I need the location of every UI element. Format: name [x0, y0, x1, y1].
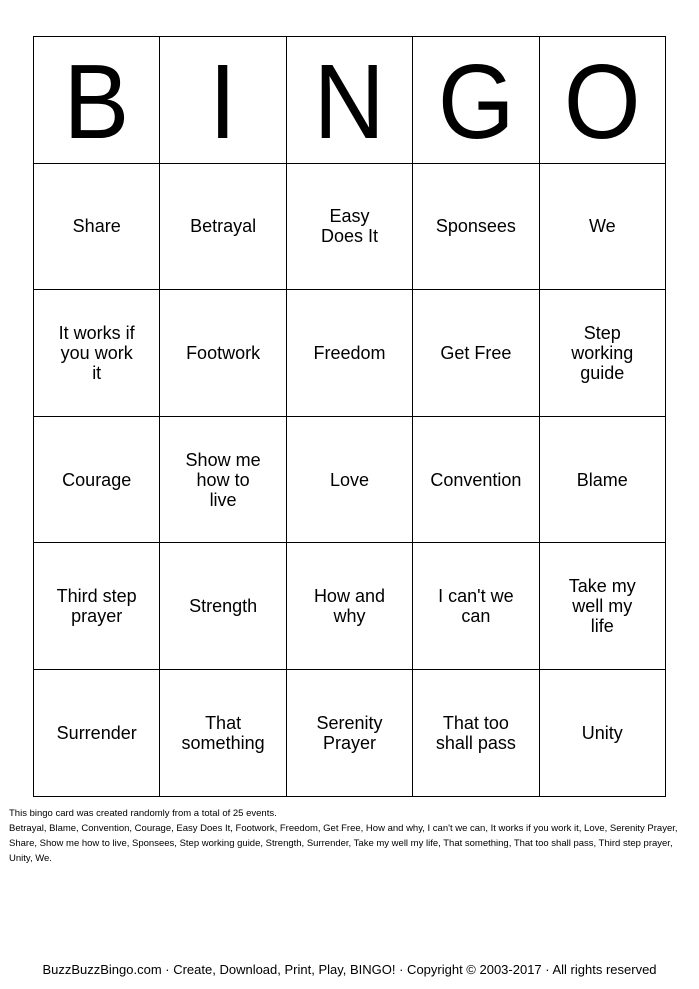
bingo-square: How and why: [286, 543, 412, 670]
bingo-square: Step working guide: [539, 290, 665, 417]
bingo-square: Blame: [539, 416, 665, 543]
header-letter-o: O: [539, 37, 665, 164]
bingo-square: Get Free: [413, 290, 539, 417]
header-letter-i: I: [160, 37, 286, 164]
bingo-square: Easy Does It: [286, 163, 412, 290]
bingo-square: Courage: [34, 416, 160, 543]
site-footer: BuzzBuzzBingo.com · Create, Download, Print, Play, BINGO! · Copyright © 2003-2017 · All rights reserved: [42, 962, 657, 977]
bingo-card: [33, 36, 666, 797]
bingo-square: Share: [34, 163, 160, 290]
header-letter-b: B: [34, 37, 160, 164]
grid-row-4: [34, 543, 666, 670]
bingo-square: Show me how to live: [160, 416, 286, 543]
bingo-square: It works if you work it: [34, 290, 160, 417]
bingo-square: Freedom: [286, 290, 412, 417]
header-letter-g: G: [413, 37, 539, 164]
bingo-square: Betrayal: [160, 163, 286, 290]
bingo-square: Strength: [160, 543, 286, 670]
grid-row-1: [34, 163, 666, 290]
bingo-square: Footwork: [160, 290, 286, 417]
bingo-square: Sponsees: [413, 163, 539, 290]
card-note-intro: This bingo card was created randomly from a total of 25 events.: [9, 808, 277, 819]
card-note: [9, 806, 689, 866]
bingo-square: I can't we can: [413, 543, 539, 670]
bingo-square: Third step prayer: [34, 543, 160, 670]
grid-row-2: [34, 290, 666, 417]
bingo-square: Surrender: [34, 669, 160, 796]
bingo-square: Serenity Prayer: [286, 669, 412, 796]
grid-row-3: [34, 416, 666, 543]
header-row: [34, 37, 666, 164]
bingo-square: Love: [286, 416, 412, 543]
card-note-events: Betrayal, Blame, Convention, Courage, Easy Does It, Footwork, Freedom, Get Free, How and why, I can't we can, It works if you work it, Love, Serenity Prayer, Share, Show me how to live, Sponsees, Step working guide, Strength, Surrender, Take my well my life, That something, That too shall pass, Third step prayer, Unity, We.: [9, 823, 678, 864]
bingo-square: Take my well my life: [539, 543, 665, 670]
bingo-square: Convention: [413, 416, 539, 543]
bingo-square: Unity: [539, 669, 665, 796]
bingo-square: We: [539, 163, 665, 290]
header-letter-n: N: [286, 37, 412, 164]
grid-row-5: [34, 669, 666, 796]
bingo-square: That too shall pass: [413, 669, 539, 796]
bingo-square: That something: [160, 669, 286, 796]
